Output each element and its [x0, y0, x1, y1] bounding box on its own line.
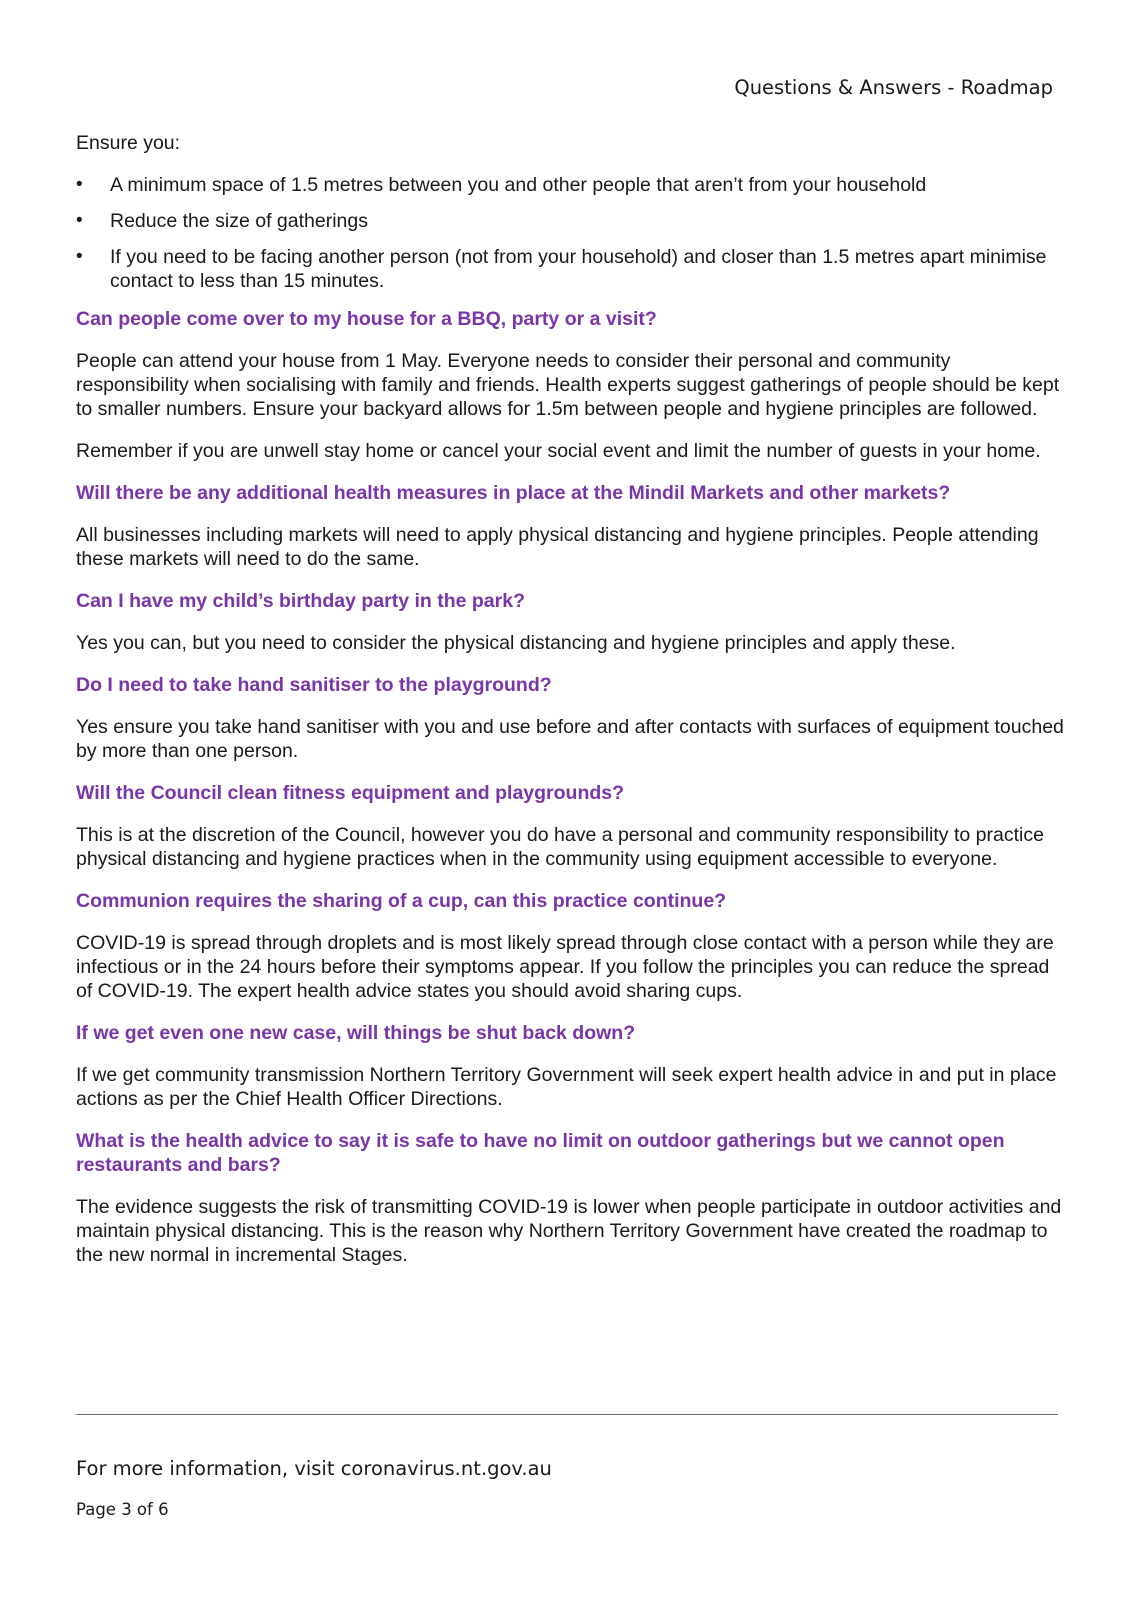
answer-text: Yes ensure you take hand sanitiser with you and use before and after contacts with surfaces of equipment touched by more than one person.	[76, 716, 1064, 762]
question-heading: If we get even one new case, will things be shut back down?	[76, 1022, 636, 1044]
guidelines-list	[76, 173, 1066, 293]
intro-text: Ensure you:	[76, 132, 181, 154]
answer-text: COVID-19 is spread through droplets and is most likely spread through close contact with a person while they are infectious or in the 24 hours before their symptoms appear. If you follow the principles you can reduce the spread of COVID-19. The expert health advice states you should avoid sharing cups.	[76, 932, 1054, 1002]
question-heading: Communion requires the sharing of a cup, can this practice continue?	[76, 890, 727, 912]
answer-text: This is at the discretion of the Council, however you do have a personal and community responsibility to practice physical distancing and hygiene practices when in the community using equipment accessible to everyone.	[76, 824, 1044, 870]
answer-text: Remember if you are unwell stay home or cancel your social event and limit the number of guests in your home.	[76, 440, 1041, 462]
answer-text: If we get community transmission Northern Territory Government will seek expert health advice in and put in place actions as per the Chief Health Officer Directions.	[76, 1064, 1057, 1110]
answer-text: Yes you can, but you need to consider the physical distancing and hygiene principles and apply these.	[76, 632, 956, 654]
footer-info-text: For more information, visit coronavirus.nt.gov.au	[76, 1457, 552, 1480]
question-heading: Can people come over to my house for a BBQ, party or a visit?	[76, 308, 657, 330]
list-item: • A minimum space of 1.5 metres between you and other people that aren’t from your household	[76, 173, 1066, 197]
page-number: Page 3 of 6	[76, 1500, 169, 1519]
question-heading: Can I have my child’s birthday party in the park?	[76, 590, 525, 612]
answer-text: People can attend your house from 1 May. Everyone needs to consider their personal and community responsibility when socialising with family and friends. Health experts suggest gatherings of people should be kept to smaller numbers. Ensure your backyard allows for 1.5m between people and hygiene principles are followed.	[76, 350, 1060, 420]
question-heading: Will there be any additional health measures in place at the Mindil Markets and other markets?	[76, 482, 951, 504]
page-header-title: Questions & Answers - Roadmap	[734, 76, 1053, 99]
question-heading: Will the Council clean fitness equipment and playgrounds?	[76, 782, 625, 804]
footer-divider	[76, 1414, 1058, 1415]
list-item: • If you need to be facing another person (not from your household) and closer than 1.5 metres apart minimise contact to less than 15 minutes.	[76, 245, 1066, 293]
answer-text: All businesses including markets will need to apply physical distancing and hygiene principles. People attending these markets will need to do the same.	[76, 524, 1039, 570]
question-heading: What is the health advice to say it is safe to have no limit on outdoor gatherings but we cannot open restaurants and bars?	[76, 1130, 1005, 1176]
document-body	[76, 131, 1066, 1285]
question-heading: Do I need to take hand sanitiser to the playground?	[76, 674, 552, 696]
answer-text: The evidence suggests the risk of transmitting COVID-19 is lower when people participate in outdoor activities and maintain physical distancing. This is the reason why Northern Territory Government have created the roadmap to the new normal in incremental Stages.	[76, 1196, 1062, 1266]
list-item: • Reduce the size of gatherings	[76, 209, 1066, 233]
